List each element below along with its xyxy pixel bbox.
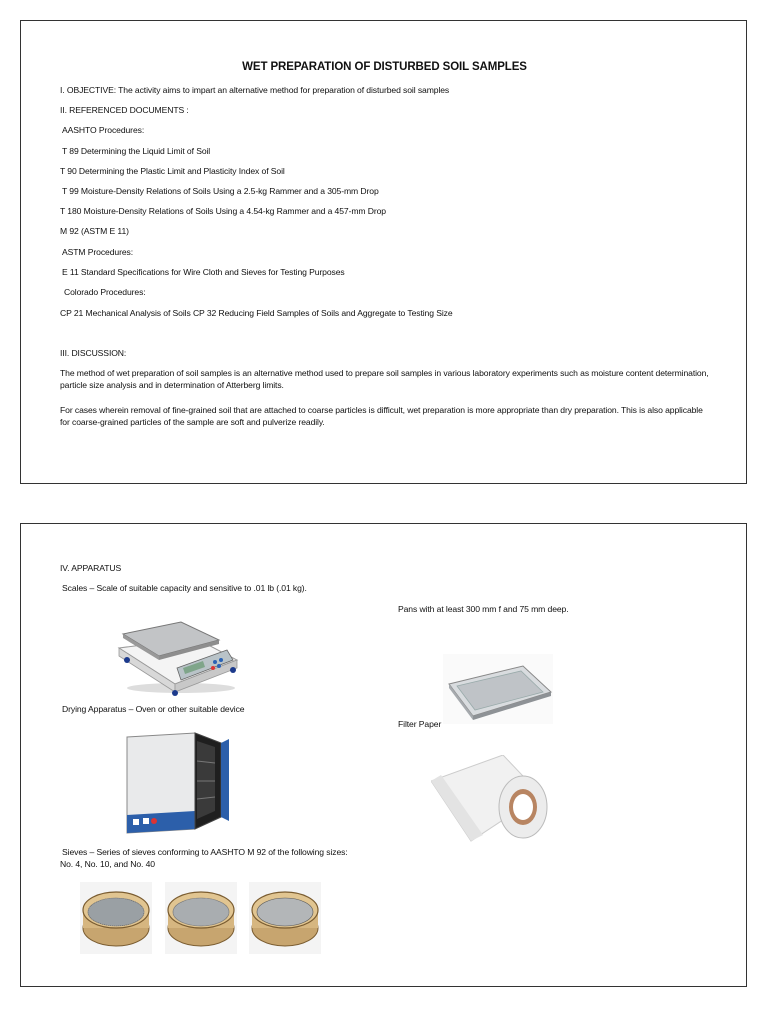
drying-apparatus-text: Drying Apparatus – Oven or other suitable device	[62, 704, 245, 714]
pan-image	[443, 654, 553, 724]
pans-text: Pans with at least 300 mm f and 75 mm deep.	[398, 604, 569, 614]
sieve-image	[80, 882, 152, 954]
reference-cp: CP 21 Mechanical Analysis of Soils CP 32 Reducing Field Samples of Soils and Aggregate to Testing Size	[60, 308, 453, 318]
discussion-paragraph-1: The method of wet preparation of soil samples is an alternative method used to prepare soil samples in various laboratory experiments such as moisture content determination, particle size analysis and in determination of Atterberg limits.	[60, 368, 709, 390]
scales-text: Scales – Scale of suitable capacity and sensitive to .01 lb (.01 kg).	[62, 583, 307, 593]
reference-e11: E 11 Standard Specifications for Wire Cloth and Sieves for Testing Purposes	[62, 267, 345, 277]
reference-t180: T 180 Moisture-Density Relations of Soils Using a 4.54-kg Rammer and a 457-mm Drop	[60, 206, 386, 216]
scale-image	[115, 602, 241, 696]
filter-paper-text: Filter Paper	[398, 719, 442, 729]
sieves-text-line-2: No. 4, No. 10, and No. 40	[60, 859, 155, 869]
colorado-heading: Colorado Procedures:	[64, 287, 146, 297]
reference-t89: T 89 Determining the Liquid Limit of Soil	[62, 146, 211, 156]
apparatus-heading: IV. APPARATUS	[60, 563, 122, 573]
oven-image	[123, 731, 235, 835]
astm-heading: ASTM Procedures:	[62, 247, 133, 257]
objective-text: I. OBJECTIVE: The activity aims to impart an alternative method for preparation of disturbed soil samples	[60, 85, 450, 95]
discussion-heading: III. DISCUSSION:	[60, 348, 127, 358]
filter-paper-roll-image	[431, 755, 549, 843]
referenced-documents-heading: II. REFERENCED DOCUMENTS :	[60, 105, 189, 115]
sieve-image	[165, 882, 237, 954]
document-page-2	[20, 523, 747, 987]
sieves-text-line-1: Sieves – Series of sieves conforming to AASHTO M 92 of the following sizes:	[62, 847, 348, 857]
aashto-heading: AASHTO Procedures:	[62, 125, 145, 135]
reference-m92: M 92 (ASTM E 11)	[60, 226, 129, 236]
discussion-paragraph-2: For cases wherein removal of fine-grained soil that are attached to coarse particles is difficult, wet preparation is more appropriate than dry preparation. This is also applicable for coarse-grained particles of the sample are soft and pulverize readily.	[60, 405, 703, 427]
sieve-image	[249, 882, 321, 954]
reference-t90: T 90 Determining the Plastic Limit and Plasticity Index of Soil	[60, 166, 285, 176]
reference-t99: T 99 Moisture-Density Relations of Soils Using a 2.5-kg Rammer and a 305-mm Drop	[62, 186, 379, 196]
document-page-1	[20, 20, 747, 484]
document-title: WET PREPARATION OF DISTURBED SOIL SAMPLES	[242, 61, 527, 73]
